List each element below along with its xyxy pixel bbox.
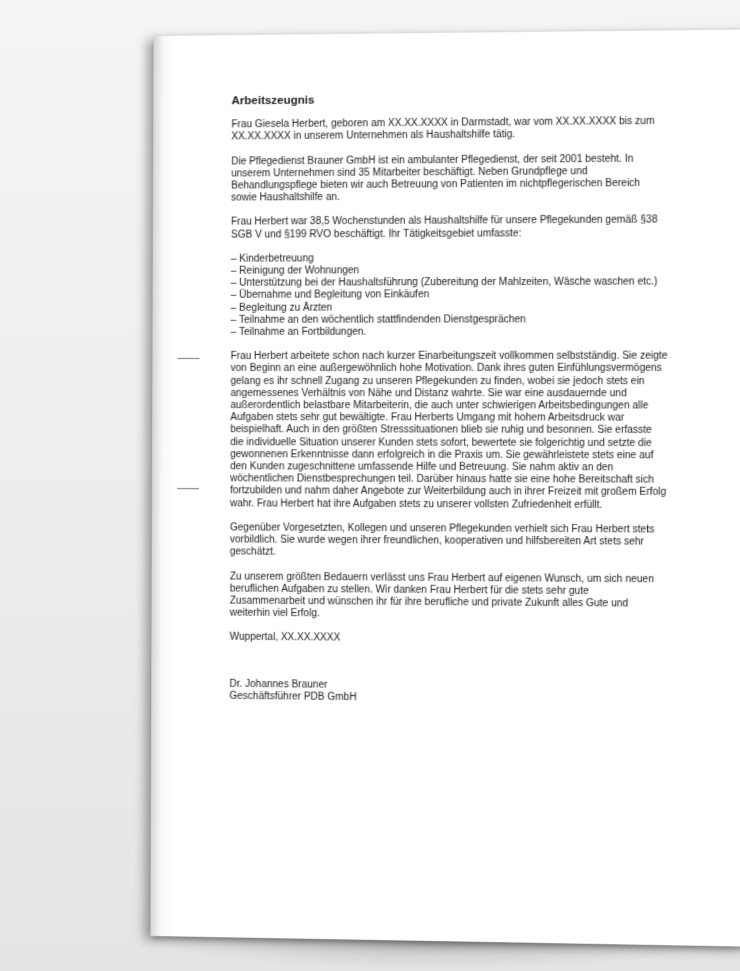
list-item: – Kinderbetreuung [231,252,669,266]
signer-role: Geschäftsführer PDB GmbH [229,690,357,703]
fold-mark-bottom [177,488,199,489]
document-title: Arbeitszeugnis [231,94,315,108]
document-page [150,29,740,946]
list-item: – Reinigung der Wohnungen [231,264,669,278]
list-item: – Begleitung zu Ärzten [231,301,669,314]
company-paragraph: Die Pflegedienst Brauner GmbH ist ein ambulanter Pflegedienst, der seit 2001 besteht. In unserem Unternehmen sind 35 Mitarbeiter beschäftigt. Neben Grundpflege und Behandlungspflege bieten wir auch Betreuung von Patienten im nichtpflegerischen Bereich sowie Haushaltshilfe an. [231,153,641,204]
performance-paragraph: Frau Herbert arbeitete schon nach kurzer Einarbeitungszeit vollkommen selbstständig. Sie zeigte von Beginn an eine außergewöhnlich hohe Motivation. Dank ihres guten Einfühlungsvermögens gelang es ihr schnell Zugang zu unseren Pflegekunden zu finden, wobei sie jedoch stets ein angemessenes Verhältnis von Nähe und Distanz wahrte. Sie war eine ausdauernde und außerordentlich belastbare Mitarbeiterin, die auch unter schwierigen Arbeitsbedingungen alle Aufgaben stets sehr gut bewältigte. Frau Herberts Umgang mit hohem Arbeitsdruck war beispielhaft. Auch in den größten Stresssituationen blieb sie ruhig und besonnen. Sie erfasste die individuelle Situation unserer Kunden stets sofort, bewertete sie folgerichtig und setzte die gewonnenen Erkenntnisse dann erfolgreich in die Praxis um. Sie gewährleistete stets eine auf den Kunden zugeschnittene umfassende Hilfe und Betreuung. Sie nahm aktiv an den wöchentlichen Dienstbesprechungen teil. Darüber hinaus hatte sie eine hohe Bereitschaft sich fortzubilden und nahm daher Angebote zur Weiterbildung auch in ihrer Freizeit mit großem Erfolg wahr. Frau Herbert hat ihre Aufgaben stets zu unserer vollsten Zufriedenheit erfüllt. [230,350,668,511]
intro-paragraph: Frau Giesela Herbert, geboren am XX.XX.XXXX in Darmstadt, war vom XX.XX.XXXX bis zum XX.XX.XXXX in unserem Unternehmen als Haushaltshilfe tätig. [231,116,655,143]
signer-name: Dr. Johannes Brauner [229,678,328,691]
task-list [231,252,669,339]
fold-mark-top [177,358,199,359]
letter-body [229,91,669,707]
paper-sheet [150,29,740,946]
list-item: – Teilnahme an den wöchentlich stattfindenden Dienstgesprächen [231,314,669,327]
employment-paragraph: Frau Herbert war 38,5 Wochenstunden als Haushaltshilfe für unsere Pflegekunden gemäß §38 SGB V und §199 RVO beschäftigt. Ihr Tätigkeitsgebiet umfasste: [230,214,658,241]
list-item: – Unterstützung bei der Haushaltsführung (Zubereitung der Mahlzeiten, Wäsche waschen etc.) [231,277,669,291]
list-item: – Übernahme und Begleitung von Einkäufen [231,289,669,302]
list-item: – Teilnahme an Fortbildungen. [231,326,669,339]
conduct-paragraph: Gegenüber Vorgesetzten, Kollegen und unseren Pflegekunden verhielt sich Frau Herbert stets vorbildlich. Sie wurde wegen ihrer freundlichen, kooperativen und hilfsbereiten Art stets sehr geschätzt. [229,522,655,559]
closing-paragraph: Zu unserem größten Bedauern verlässt uns Frau Herbert auf eigenen Wunsch, um sich neuen beruflichen Aufgaben zu stellen. Wir danken Frau Herbert für die stets sehr gute Zusammenarbeit und wünschen ihr für ihre berufliche und private Zukunft alles Gute und weiterhin viel Erfolg. [229,570,654,620]
place-date: Wuppertal, XX.XX.XXXX [229,631,341,644]
